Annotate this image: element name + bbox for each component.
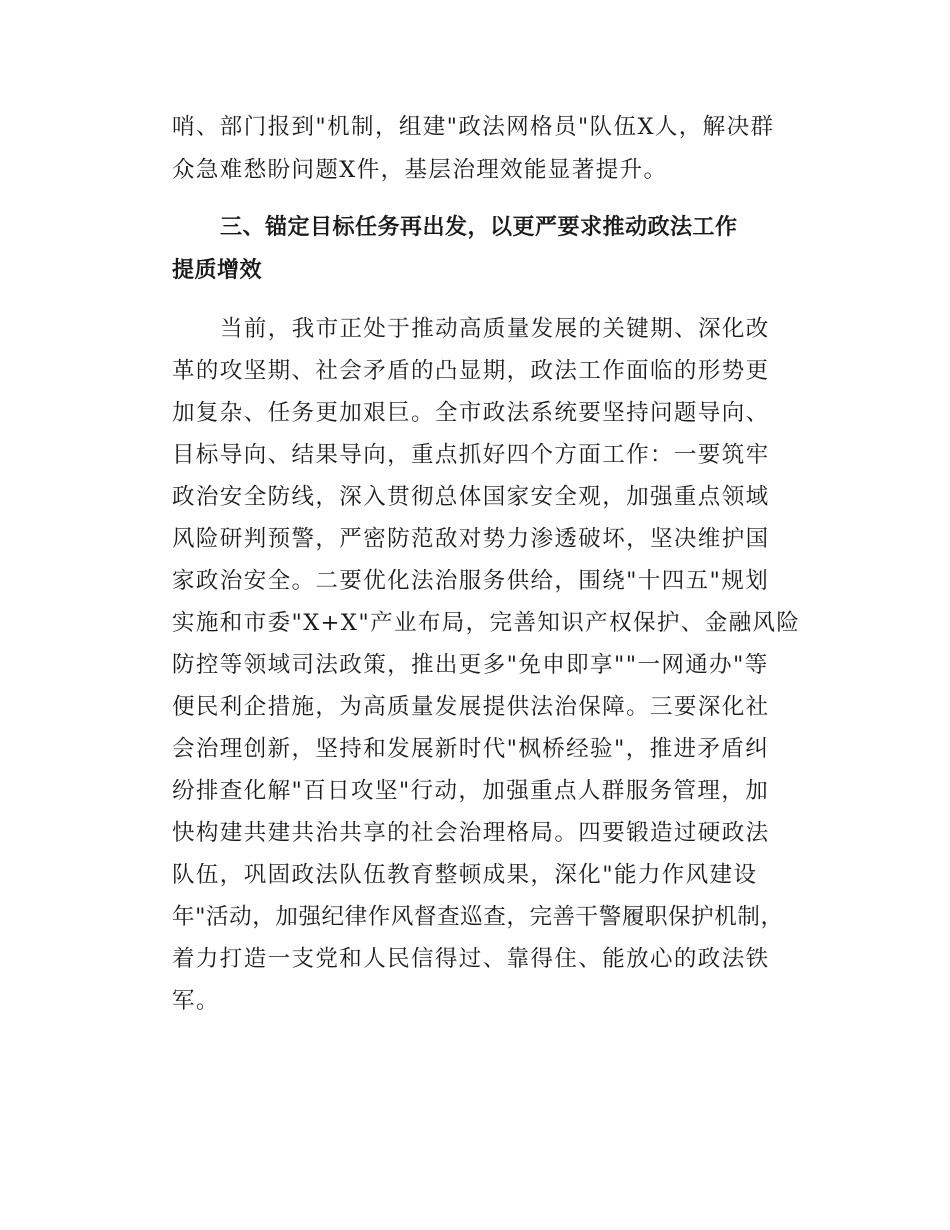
body-line-4: 目标导向、结果导向，重点抓好四个方面工作：一要筑牢: [172, 442, 770, 468]
body-line-6: 风险研判预警，严密防范敌对势力渗透破坏，坚决维护国: [172, 526, 770, 552]
body-line-1: 当前，我市正处于推动高质量发展的关键期、深化改: [220, 316, 770, 342]
continuation-line-1: 哨、部门报到"机制，组建"政法网格员"队伍X人，解决群: [172, 114, 775, 140]
body-line-12: 纷排查化解"百日攻坚"行动，加强重点人群服务管理，加: [172, 778, 770, 804]
body-line-7: 家政治安全。二要优化法治服务供给，围绕"十四五"规划: [172, 568, 770, 594]
continuation-line-2: 众急难愁盼问题X件，基层治理效能显著提升。: [172, 157, 668, 183]
body-line-5: 政治安全防线，深入贯彻总体国家安全观，加强重点领域: [172, 484, 770, 510]
body-line-15: 年"活动，加强纪律作风督查巡查，完善干警履职保护机制，: [172, 904, 784, 930]
section-heading-line-2: 提质增效: [172, 258, 263, 283]
body-line-9: 防控等领域司法政策，推出更多"免申即享""一网通办"等: [172, 652, 769, 678]
body-line-14: 队伍，巩固政法队伍教育整顿成果，深化"能力作风建设: [172, 862, 758, 888]
body-line-16: 着力打造一支党和人民信得过、靠得住、能放心的政法铁: [172, 946, 770, 972]
body-line-11: 会治理创新，坚持和发展新时代"枫桥经验"，推进矛盾纠: [172, 736, 770, 762]
body-line-2: 革的攻坚期、社会矛盾的凸显期，政法工作面临的形势更: [172, 358, 770, 384]
body-line-17: 军。: [172, 988, 220, 1014]
body-line-8: 实施和市委"X+X"产业布局，完善知识产权保护、金融风险: [172, 610, 801, 636]
body-line-13: 快构建共建共治共享的社会治理格局。四要锻造过硬政法: [172, 820, 770, 846]
section-heading-line-1: 三、锚定目标任务再出发，以更严要求推动政法工作: [220, 215, 738, 240]
body-line-10: 便民利企措施，为高质量发展提供法治保障。三要深化社: [172, 694, 770, 720]
body-line-3: 加复杂、任务更加艰巨。全市政法系统要坚持问题导向、: [172, 400, 770, 426]
